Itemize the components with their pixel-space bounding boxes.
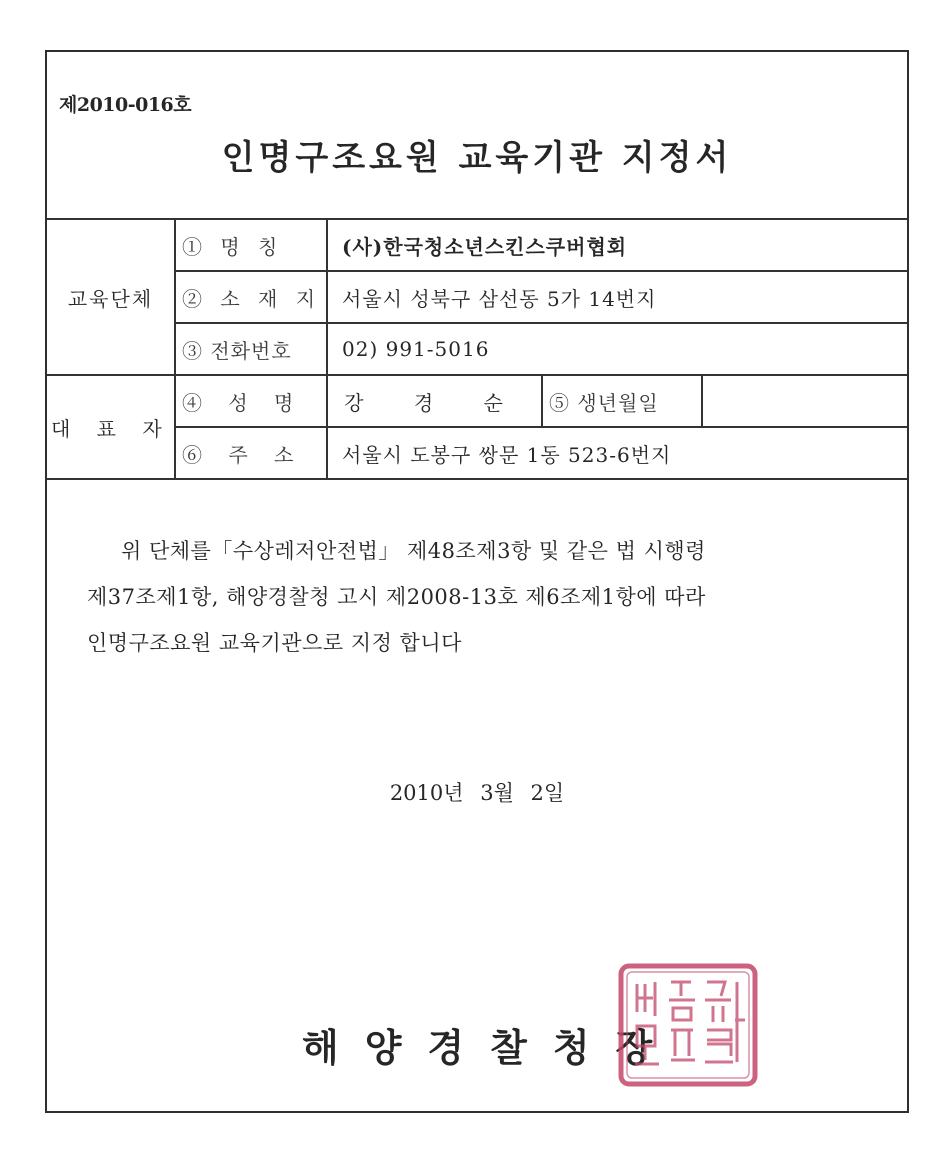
document-title: 인명구조요원 교육기관 지정서 — [221, 138, 733, 178]
birth-label: ⑤ 생년월일 — [542, 375, 702, 427]
table-row — [47, 219, 907, 271]
table-row — [47, 271, 907, 323]
designation-certificate — [45, 50, 909, 1113]
name-label: ① 명 칭 — [175, 219, 327, 271]
address-value: 서울시 도봉구 쌍문 1동 523-6번지 — [327, 427, 907, 479]
official-seal-stamp — [615, 960, 761, 1090]
location-label: ② 소 재 지 — [175, 271, 327, 323]
issuer-title: 해양경찰청장 — [302, 1025, 679, 1070]
body-line-1: 위 단체를「수상레저안전법」 제48조제3항 및 같은 법 시행령 — [121, 539, 706, 563]
table-row — [47, 375, 907, 427]
rep-group-label: 대 표 자 — [47, 375, 175, 479]
table-row — [47, 427, 907, 479]
address-label: ⑥ 주 소 — [175, 427, 327, 479]
issue-date: 2010년 3월 2일 — [389, 781, 565, 805]
table-row — [47, 323, 907, 375]
info-table — [47, 218, 907, 480]
body-text — [87, 528, 879, 666]
person-label: ④ 성 명 — [175, 375, 327, 427]
location-value: 서울시 성북구 삼선동 5가 14번지 — [327, 271, 907, 323]
phone-label: ③ 전화번호 — [175, 323, 327, 375]
birth-value — [702, 375, 907, 427]
name-value: (사)한국청소년스킨스쿠버협회 — [327, 219, 907, 271]
org-group-label: 교육단체 — [47, 219, 175, 375]
document-number: 제2010-016호 — [59, 94, 192, 116]
person-value: 강 경 순 — [327, 375, 542, 427]
body-line-2: 제37조제1항, 해양경찰청 고시 제2008-13호 제6조제1항에 따라 — [87, 585, 706, 609]
body-line-3: 인명구조요원 교육기관으로 지정 합니다 — [87, 631, 462, 655]
phone-value: 02) 991-5016 — [327, 323, 907, 375]
